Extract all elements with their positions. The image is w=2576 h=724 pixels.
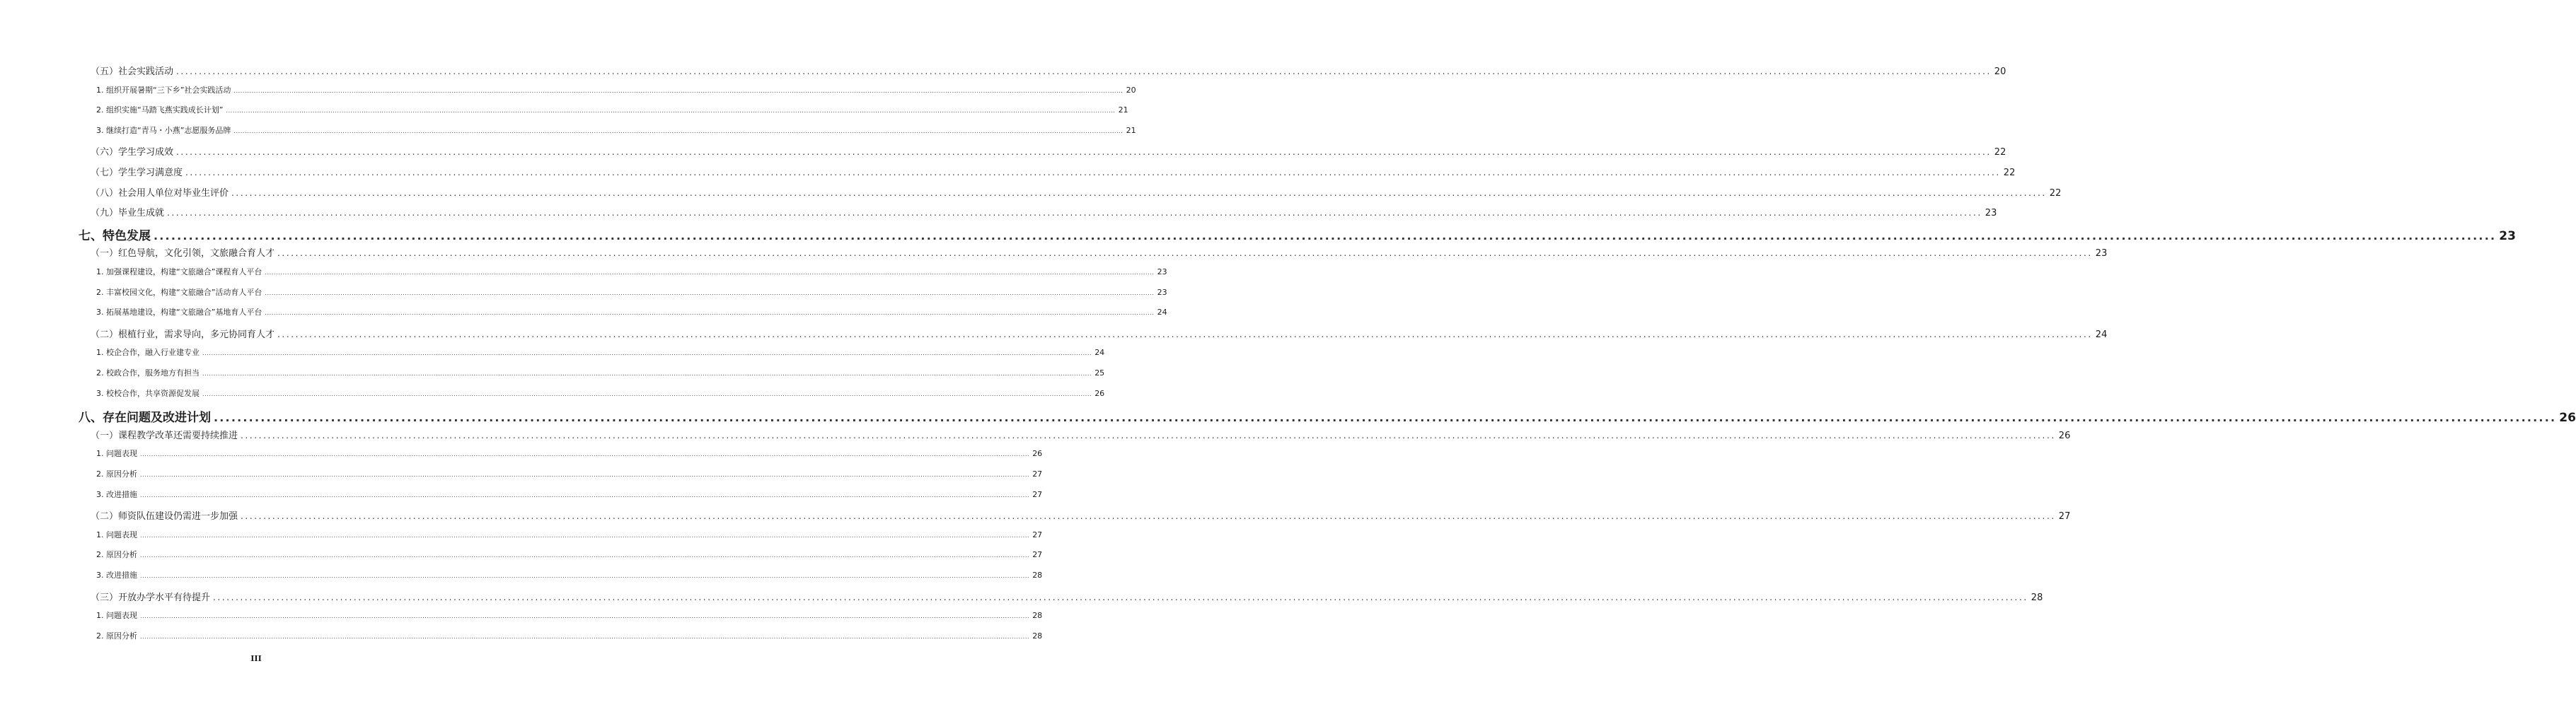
toc-dot-leader: ................................................................................................................................................................................................................................................................................................................................................................................................................ [140, 532, 1030, 539]
toc-entry-label: 七、特色发展 [79, 228, 151, 243]
toc-entry-page: 27 [1032, 469, 1043, 479]
toc-subsection-entry[interactable] [96, 569, 1043, 580]
toc-section-entry[interactable] [91, 245, 2108, 259]
toc-entry-label: 2. 原因分析 [96, 550, 137, 560]
toc-entry-page: 28 [2031, 592, 2043, 603]
toc-entry-label: 1. 问题表现 [96, 449, 137, 459]
toc-dot-leader: ................................................................................................................................................................................................................................................................................................................................................................................................................ [140, 633, 1030, 640]
toc-dot-leader: ................................................................................................................................................................................................................................................................................................................................................................................................................ [140, 472, 1030, 478]
toc-subsection-entry[interactable] [96, 266, 1167, 277]
toc-entry-label: 3. 拓展基地建设，构建“文旅融合”基地育人平台 [96, 308, 262, 317]
toc-entry-page: 23 [1157, 287, 1167, 297]
toc-entry-label: 2. 原因分析 [96, 469, 137, 479]
toc-entry-page: 20 [1126, 85, 1136, 95]
toc-dot-leader: ................................................................................................................................................................................................................................................................................................................................................................................................................ [213, 592, 2028, 602]
toc-section-entry[interactable] [91, 590, 2043, 603]
toc-entry-page: 25 [1094, 368, 1105, 378]
toc-entry-page: 24 [1157, 308, 1167, 317]
toc-subsection-entry[interactable] [96, 489, 1043, 500]
toc-entry-label: 八、存在问题及改进计划 [79, 411, 211, 426]
toc-entry-label: 1. 问题表现 [96, 530, 137, 539]
toc-subsection-entry[interactable] [96, 468, 1043, 479]
toc-entry-page: 24 [1094, 348, 1105, 358]
toc-entry-label: 3. 改进措施 [96, 571, 137, 580]
toc-section-entry[interactable] [91, 165, 2016, 178]
toc-dot-leader: ................................................................................................................................................................................................................................................................................................................................................................................................................ [140, 491, 1030, 498]
toc-dot-leader: ................................................................................................................................................................................................................................................................................................................................................................................................................ [277, 248, 2093, 259]
toc-entry-page: 26 [1094, 388, 1105, 398]
toc-entry-label: （三）开放办学水平有待提升 [91, 592, 211, 603]
toc-entry-label: 1. 问题表现 [96, 611, 137, 621]
toc-entry-page: 22 [1994, 147, 2006, 158]
toc-dot-leader: ................................................................................................................................................................................................................................................................................................................................................................................................................ [140, 451, 1030, 458]
toc-entry-label: 2. 丰富校园文化，构建“文旅融合”活动育人平台 [96, 287, 262, 297]
toc-dot-leader: ................................................................................................................................................................................................................................................................................................................................................................................................................ [241, 430, 2056, 440]
toc-entry-label: （二）师资队伍建设仍需进一步加强 [91, 511, 238, 522]
toc-entry-label: （九）毕业生成就 [91, 208, 165, 219]
toc-section-entry[interactable] [91, 508, 2071, 522]
toc-dot-leader: ................................................................................................................................................................................................................................................................................................................................................................................................................ [231, 187, 2047, 198]
toc-entry-label: （一）红色导航，文化引领，文旅融合育人才 [91, 248, 275, 259]
toc-entry-label: （五）社会实践活动 [91, 66, 174, 77]
toc-subsection-entry[interactable] [96, 549, 1043, 560]
toc-entry-page: 27 [1032, 489, 1043, 499]
toc-entry-label: 3. 改进措施 [96, 489, 137, 499]
toc-subsection-entry[interactable] [96, 84, 1136, 95]
toc-entry-label: （二）根植行业，需求导向，多元协同育人才 [91, 329, 275, 340]
toc-dot-leader: ................................................................................................................................................................................................................................................................................................................................................................................................................ [265, 289, 1155, 296]
toc-dot-leader: ................................................................................................................................................................................................................................................................................................................................................................................................................ [176, 147, 1992, 158]
toc-dot-leader: ................................................................................................................................................................................................................................................................................................................................................................................................................ [202, 350, 1092, 357]
toc-entry-label: 1. 组织开展暑期“三下乡”社会实践活动 [96, 85, 231, 95]
toc-dot-leader: ................................................................................................................................................................................................................................................................................................................................................................................................................ [167, 208, 1982, 218]
toc-entry-page: 28 [1032, 631, 1043, 641]
toc-entry-page: 23 [2499, 228, 2516, 243]
toc-entry-page: 26 [1032, 449, 1043, 459]
toc-subsection-entry[interactable] [96, 346, 1105, 358]
toc-entry-page: 21 [1126, 125, 1136, 135]
toc-chapter-entry[interactable] [79, 407, 2576, 426]
toc-entry-page: 26 [2058, 430, 2071, 441]
toc-entry-page: 28 [1032, 611, 1043, 621]
toc-entry-page: 28 [1032, 571, 1043, 580]
toc-subsection-entry[interactable] [96, 286, 1167, 298]
toc-section-entry[interactable] [91, 428, 2071, 441]
toc-entry-page: 22 [2049, 187, 2062, 199]
toc-subsection-entry[interactable] [96, 387, 1105, 399]
toc-entry-page: 20 [1994, 66, 2006, 77]
toc-dot-leader: ................................................................................................................................................................................................................................................................................................................................................................................................................ [202, 370, 1092, 377]
toc-entry-page: 27 [1032, 530, 1043, 539]
toc-entry-label: 1. 校企合作，融入行业建专业 [96, 348, 200, 358]
toc-section-entry[interactable] [91, 205, 1997, 219]
toc-dot-leader: ................................................................................................................................................................................................................................................................................................................................................................................................................ [265, 269, 1155, 276]
toc-section-entry[interactable] [91, 327, 2108, 340]
toc-subsection-entry[interactable] [96, 367, 1105, 378]
toc-subsection-entry[interactable] [96, 630, 1043, 641]
toc-entry-label: （六）学生学习成效 [91, 147, 174, 158]
toc-entry-page: 27 [2058, 511, 2071, 522]
toc-section-entry[interactable] [91, 144, 2006, 158]
toc-entry-page: 24 [2095, 329, 2108, 340]
toc-dot-leader: ................................................................................................................................................................................................................................................................................................................................................................................................................ [140, 552, 1030, 559]
toc-dot-leader: ................................................................................................................................................................................................................................................................................................................................................................................................................ [233, 127, 1124, 134]
toc-dot-leader: ................................................................................................................................................................................................................................................................................................................................................................................................................ [265, 310, 1155, 317]
toc-section-entry[interactable] [91, 185, 2062, 199]
toc-dot-leader: ................................................................................................................................................................................................................................................................................................................................................................................................................ [202, 390, 1092, 397]
toc-entry-page: 27 [1032, 550, 1043, 560]
toc-dot-leader: ................................................................................................................................................................................................................................................................................................................................................................................................................ [140, 613, 1030, 620]
toc-entry-label: 2. 原因分析 [96, 631, 137, 641]
toc-entry-label: （八）社会用人单位对毕业生评价 [91, 187, 229, 199]
toc-subsection-entry[interactable] [96, 306, 1167, 317]
toc-entry-page: 23 [1985, 208, 1997, 219]
toc-entry-page: 21 [1118, 105, 1128, 115]
toc-dot-leader: ................................................................................................................................................................................................................................................................................................................................................................................................................ [214, 411, 2557, 425]
toc-dot-leader: ................................................................................................................................................................................................................................................................................................................................................................................................................ [233, 87, 1124, 94]
toc-subsection-entry[interactable] [96, 609, 1043, 621]
toc-entry-label: 3. 校校合作，共享资源促发展 [96, 388, 200, 398]
toc-chapter-entry[interactable] [79, 226, 2516, 243]
toc-dot-leader: ................................................................................................................................................................................................................................................................................................................................................................................................................ [154, 228, 2497, 243]
toc-entry-label: 3. 继续打造“青马・小燕”志愿服务品牌 [96, 125, 231, 135]
toc-dot-leader: ................................................................................................................................................................................................................................................................................................................................................................................................................ [241, 511, 2056, 522]
toc-dot-leader: ................................................................................................................................................................................................................................................................................................................................................................................................................ [185, 168, 2001, 177]
toc-entry-page: 22 [2003, 168, 2016, 178]
page-number: III [250, 654, 262, 663]
toc-subsection-entry[interactable] [96, 448, 1043, 459]
toc-entry-page: 23 [1157, 267, 1167, 276]
toc-entry-label: （七）学生学习满意度 [91, 168, 183, 178]
toc-entry-page: 26 [2559, 411, 2576, 426]
toc-entry-page: 23 [2095, 248, 2108, 259]
toc-entry-label: （一）课程教学改革还需要持续推进 [91, 430, 238, 441]
toc-section-entry[interactable] [91, 64, 2006, 77]
toc-subsection-entry[interactable] [96, 529, 1043, 540]
toc-dot-leader: ................................................................................................................................................................................................................................................................................................................................................................................................................ [140, 573, 1030, 579]
toc-dot-leader: ................................................................................................................................................................................................................................................................................................................................................................................................................ [176, 66, 1992, 76]
toc-subsection-entry[interactable] [96, 124, 1136, 136]
toc-subsection-entry[interactable] [96, 104, 1128, 115]
toc-entry-label: 1. 加强课程建设，构建“文旅融合”课程育人平台 [96, 267, 262, 276]
toc-entry-label: 2. 组织实施“马踏飞燕实践成长计划” [96, 105, 224, 115]
toc-dot-leader: ................................................................................................................................................................................................................................................................................................................................................................................................................ [277, 329, 2093, 339]
toc-dot-leader: ................................................................................................................................................................................................................................................................................................................................................................................................................ [226, 107, 1116, 115]
toc-entry-label: 2. 校政合作，服务地方有担当 [96, 368, 200, 378]
